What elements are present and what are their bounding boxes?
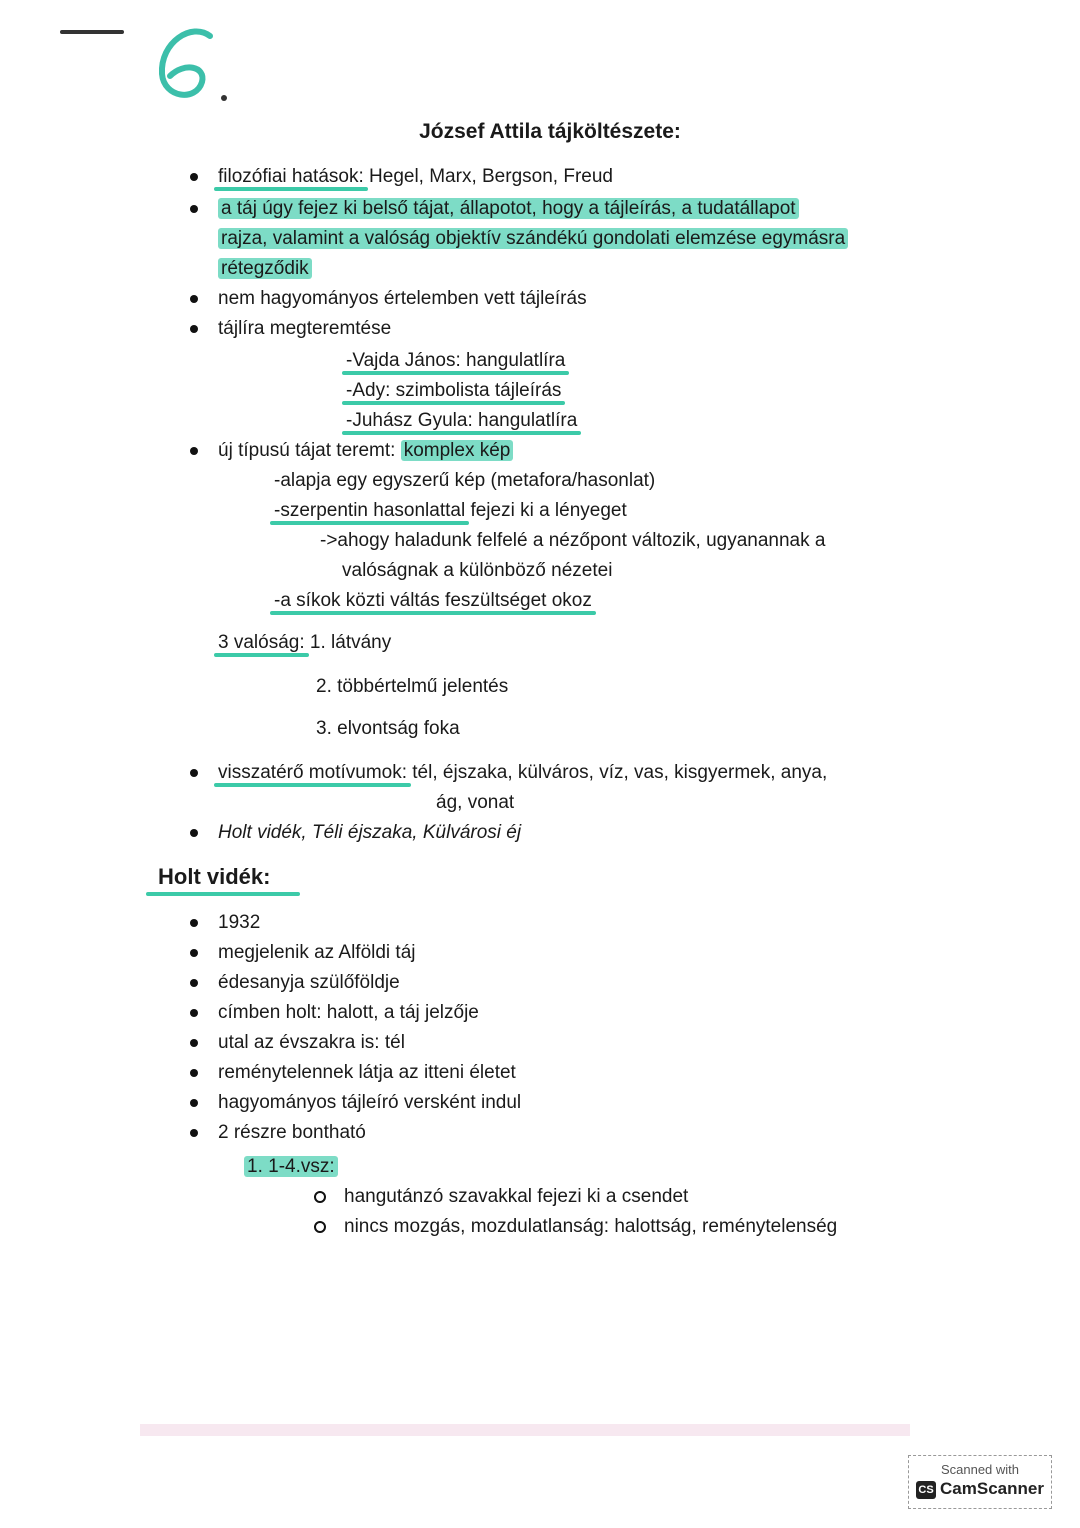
pen-dash-mark [60,30,124,34]
list-item-text: hagyományos tájleíró versként indul [218,1092,522,1113]
list-item-text: 1932 [218,912,261,933]
complex-sub-1 [274,468,655,494]
sub-list-item-text: nincs mozgás, mozdulatlanság: halottság, reménytelenség [344,1216,838,1237]
definition-line-2-row [218,226,848,252]
sub-list-item [344,1184,688,1210]
sub-juhasz-text: -Juhász Gyula: hangulatlíra [346,410,578,431]
complex-sub-3-line-1: ->ahogy haladunk felfelé a nézőpont változik, ugyanannak a [320,530,826,551]
section-heading-holt-videk: Holt vidék: [158,864,271,889]
sub-ady-text: -Ady: szimbolista tájleírás [346,380,562,401]
three-realities-label: 3 valóság: [218,632,305,653]
list-item [218,1030,405,1056]
sub-vajda [346,348,565,374]
scan-tint [140,1424,910,1436]
reality-2-row [316,674,508,700]
watermark-brand [909,1479,1051,1499]
motifs-list: tél, éjszaka, külváros, víz, vas, kisgyermek, anya, [407,762,828,783]
three-realities [218,630,391,656]
reality-2: 2. többértelmű jelentés [316,676,509,697]
philosophy-label: filozófiai hatások: [218,166,364,187]
complex-sub-3-line-2: valóságnak a különböző nézetei [342,560,613,581]
handwritten-number-six [148,18,238,108]
complex-image-highlight: komplex kép [401,440,514,461]
reality-3: 3. elvontság foka [316,718,460,739]
sub-juhasz [346,408,577,434]
new-landscape-text: új típusú tájat teremt: [218,440,396,461]
part-one-label: 1. 1-4.vsz: [244,1156,338,1177]
serpentine-label: -szerpentin hasonlattal [274,500,466,521]
part-one-row [244,1154,338,1180]
philosophy-names: Hegel, Marx, Bergson, Freud [363,166,613,187]
list-item-text: utal az évszakra is: tél [218,1032,405,1053]
motifs-line-2: ág, vonat [436,792,515,813]
list-item [218,970,400,996]
bullet-motifs [218,760,827,786]
bullet-landscape-definition [218,196,799,222]
bullet-philosophy [218,164,613,190]
landscape-lyric-text: tájlíra megteremtése [218,318,392,339]
motifs-label: visszatérő motívumok: [218,762,407,783]
definition-line-2: rajza, valamint a valóság objektív szándékú gondolati elemzése egymásra [218,228,848,249]
serpentine-rest: fejezi ki a lényeget [465,500,627,521]
list-item [218,1000,479,1026]
sub-vajda-text: -Vajda János: hangulatlíra [346,350,566,371]
page-title: József Attila tájköltészete: [419,120,681,143]
non-traditional-text: nem hagyományos értelemben vett tájleírás [218,288,587,309]
list-item [218,940,416,966]
motifs-line-2-row [436,790,514,816]
complex-sub-2 [274,498,627,524]
sub-list-item-text: hangutánzó szavakkal fejezi ki a csendet [344,1186,689,1207]
bullet-landscape-lyric [218,316,391,342]
complex-sub-4-text: -a síkok közti váltás feszültséget okoz [274,590,592,611]
list-item-text: édesanyja szülőföldje [218,972,400,993]
camscanner-logo-icon: CS [916,1481,936,1499]
list-item-text: megjelenik az Alföldi táj [218,942,416,963]
list-item-text: 2 részre bontható [218,1122,366,1143]
complex-sub-3-cont [342,558,612,584]
watermark-top-text: Scanned with [940,1462,1020,1477]
bullet-non-traditional [218,286,587,312]
reality-3-row [316,716,460,742]
camscanner-watermark [908,1455,1052,1509]
complex-sub-1-text: -alapja egy egyszerű kép (metafora/hasonlat) [274,470,656,491]
bullet-poems [218,820,521,846]
list-item [218,910,260,936]
complex-sub-4 [274,588,592,614]
bullet-new-landscape [218,438,513,464]
list-item [218,1120,366,1146]
definition-line-1: a táj úgy fejez ki belső tájat, állapotot, hogy a tájleírás, a tudatállapot [218,198,799,219]
sub-ady [346,378,561,404]
watermark-brand-text: CamScanner [940,1479,1044,1498]
reality-1: 1. látvány [304,632,392,653]
list-item-text: címben holt: halott, a táj jelzője [218,1002,479,1023]
list-item [218,1060,516,1086]
sub-list-item [344,1214,837,1240]
list-item [218,1090,521,1116]
definition-line-3: rétegződik [218,258,312,279]
list-item-text: reménytelennek látja az itteni életet [218,1062,516,1083]
definition-line-3-row [218,256,312,282]
complex-sub-3 [320,528,825,554]
poem-titles: Holt vidék, Téli éjszaka, Külvárosi éj [218,822,522,843]
